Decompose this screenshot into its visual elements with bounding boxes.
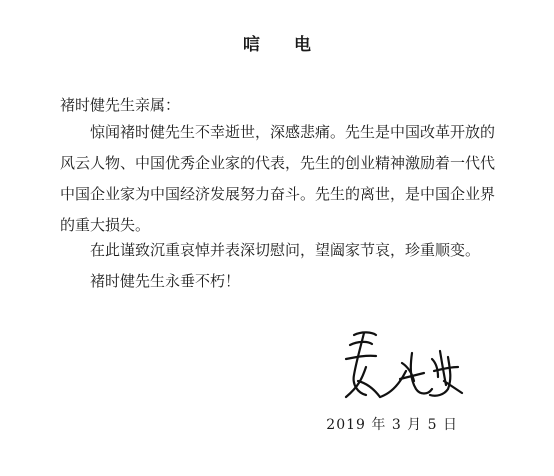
body-paragraph-2: 在此谨致沉重哀悼并表深切慰问，望阖家节哀，珍重顺变。 — [90, 241, 481, 259]
body-paragraph-3: 褚时健先生永垂不朽！ — [90, 272, 241, 290]
body-paragraph-1: 惊闻褚时健先生不幸逝世，深感悲痛。先生是中国改革开放的风云人物、中国优秀企业家的代表，先生的创业精神激励着一代代中国企业家为中国经济发展努力奋斗。先生的离世，是中国企业界的重大损失。 — [60, 123, 496, 234]
salutation: 褚时健先生亲属： — [60, 96, 181, 114]
handwritten-signature — [336, 323, 466, 415]
document-title: 唁 电 — [243, 35, 325, 55]
document-date: 2019 年 3 月 5 日 — [326, 417, 458, 433]
